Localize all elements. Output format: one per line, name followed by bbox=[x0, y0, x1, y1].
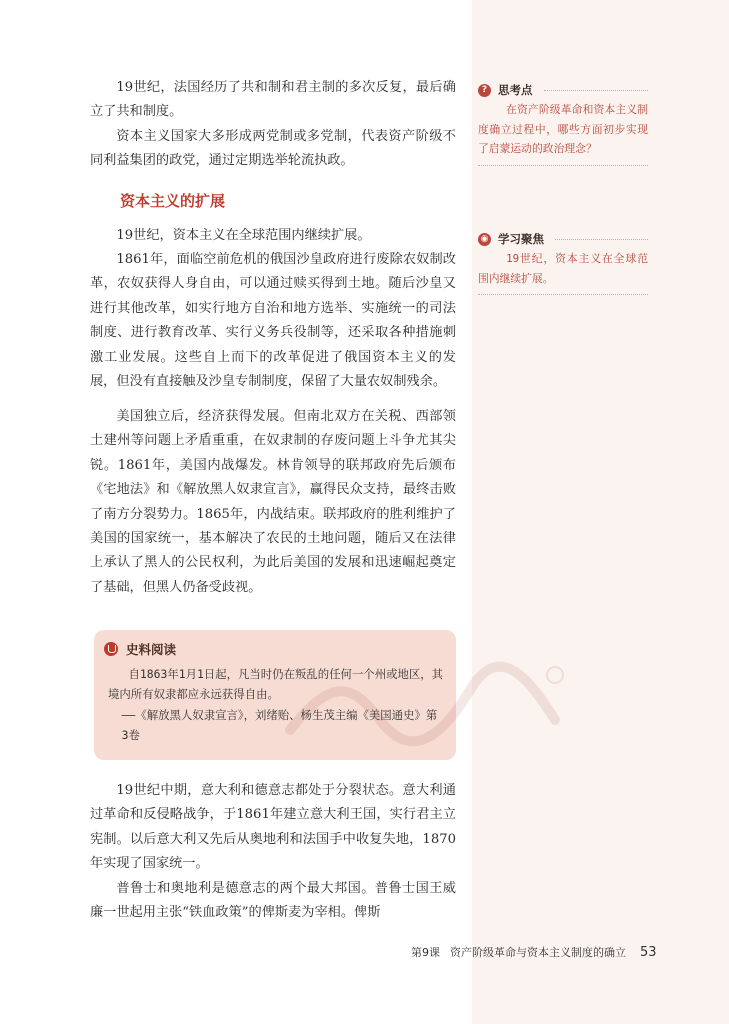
think-point-header bbox=[478, 82, 648, 98]
paragraph-italy: 19世纪中期，意大利和德意志都处于分裂状态。意大利通过革命和反侵略战争，于1861年建立意大利王国，实行君主立宪制。以后意大利又先后从奥地利和法国手中收复失地，1870年实现了国家统一。 bbox=[90, 783, 456, 872]
lesson-number: 第9课 bbox=[411, 946, 440, 959]
page-number: 53 bbox=[640, 945, 657, 960]
dotted-divider bbox=[544, 90, 649, 91]
section-title: 资本主义的扩展 bbox=[120, 192, 226, 210]
dotted-divider bbox=[478, 294, 648, 295]
source-citation: ——《解放黑人奴隶宣言》，刘绪贻、杨生茂主编《美国通史》第3卷 bbox=[121, 707, 438, 743]
paragraph-party-system: 资本主义国家大多形成两党制或多党制，代表资产阶级不同利益集团的政党，通过定期选举轮流执政。 bbox=[90, 129, 456, 169]
source-reading-title: 史料阅读 bbox=[126, 642, 177, 657]
learning-focus-header bbox=[478, 231, 648, 247]
paragraph-russia: 1861年，面临空前危机的俄国沙皇政府进行废除农奴制改革，农奴获得人身自由，可以通过赎买得到土地。随后沙皇又进行其他改革，如实行地方自治和地方选举、实施统一的司法制度、进行教育改革、实行义务兵役制等，还采取各种措施刺激工业发展。这些自上而下的改革促进了俄国资本主义的发展，但没有直接触及沙皇专制制度，保留了大量农奴制残余。 bbox=[90, 252, 456, 390]
paragraph-germany: 普鲁士和奥地利是德意志的两个最大邦国。普鲁士国王威廉一世起用主张“铁血政策”的俾斯麦为宰相。俾斯 bbox=[90, 881, 456, 921]
paragraph-france: 19世纪，法国经历了共和制和君主制的多次反复，最后确立了共和制度。 bbox=[90, 80, 456, 120]
source-quote: 自1863年1月1日起，凡当时仍在叛乱的任何一个州或地区，其境内所有奴隶都应永远获得自由。 bbox=[108, 667, 444, 702]
question-icon: ? bbox=[478, 84, 491, 97]
dotted-divider bbox=[555, 239, 648, 240]
page-footer bbox=[411, 944, 657, 960]
target-icon: ◉ bbox=[478, 233, 491, 246]
dotted-divider bbox=[478, 165, 648, 166]
learning-focus-text: 19世纪，资本主义在全球范围内继续扩展。 bbox=[478, 252, 648, 285]
think-point-label: 思考点 bbox=[498, 83, 533, 97]
think-point-text: 在资产阶级革命和资本主义制度确立过程中，哪些方面初步实现了启蒙运动的政治理念？ bbox=[478, 103, 648, 155]
paragraph-usa: 美国独立后，经济获得发展。但南北双方在关税、西部领土建州等问题上矛盾重重，在奴隶制的存废问题上斗争尤其尖锐。1861年，美国内战爆发。林肯领导的联邦政府先后颁布《宅地法》和《解放黑人奴隶宣言》，赢得民众支持，最终击败了南方分裂势力。1865年，内战结束。联邦政府的胜利维护了美国的国家统一，基本解决了农民的土地问题，随后又在法律上承认了黑人的公民权利，为此后美国的发展和迅速崛起奠定了基础，但黑人仍备受歧视。 bbox=[90, 409, 456, 595]
learning-focus-block bbox=[478, 231, 648, 295]
book-icon bbox=[104, 642, 118, 656]
lesson-title: 资产阶级革命与资本主义制度的确立 bbox=[450, 946, 626, 959]
think-point-block bbox=[478, 82, 648, 166]
paragraph-expansion: 19世纪，资本主义在全球范围内继续扩展。 bbox=[116, 228, 371, 243]
learning-focus-label: 学习聚焦 bbox=[498, 232, 544, 246]
source-reading-header bbox=[104, 640, 176, 658]
source-reading-text bbox=[108, 664, 444, 746]
